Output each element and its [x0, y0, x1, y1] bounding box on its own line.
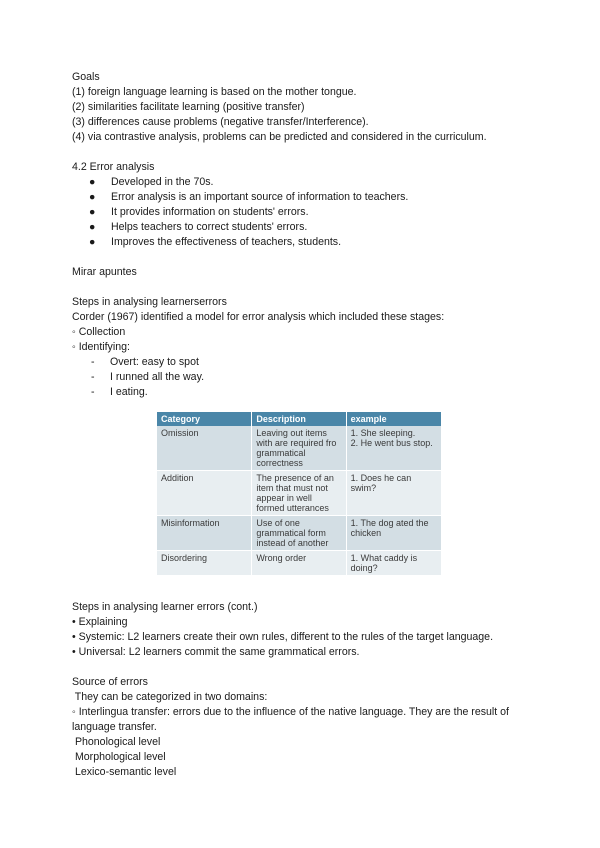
table-row [157, 516, 442, 551]
table-row [157, 551, 442, 576]
level-item: Morphological level [72, 751, 166, 763]
table-header: example [346, 412, 441, 426]
table-cell: 1. She sleeping. 2. He went bus stop. [346, 426, 441, 471]
spacer [72, 250, 532, 265]
table-header: Category [157, 412, 252, 426]
error-category-table [157, 412, 442, 576]
stage-item: ◦ Collection [72, 326, 126, 338]
list-item: ● Developed in the 70s. [89, 176, 214, 188]
table-cell: Use of one grammatical form instead of another [252, 516, 346, 551]
table-cell: Leaving out items with are required fro grammatical correctness [252, 426, 346, 471]
table-cell: 1. Does he can swim? [346, 471, 441, 516]
interlingua-text: ◦ Interlingua transfer: errors due to the influence of the native language. They are the result of language transfer. [72, 706, 509, 733]
table-header-row [157, 412, 442, 426]
table-cell: Omission [157, 426, 252, 471]
bullet-icon: ● [89, 236, 96, 248]
table-cell: 1. The dog ated the chicken [346, 516, 441, 551]
goal-item: (4) via contrastive analysis, problems can be predicted and considered in the curriculum. [72, 131, 487, 143]
bullet-icon: ● [89, 191, 96, 203]
list-item: - I eating. [91, 386, 148, 398]
note-text: Mirar apuntes [72, 266, 137, 278]
table-cell: Disordering [157, 551, 252, 576]
table-row [157, 471, 442, 516]
level-item: Phonological level [72, 736, 161, 748]
level-item: Lexico-semantic level [72, 766, 177, 778]
table-cell: The presence of an item that must not appear in well formed utterances [252, 471, 346, 516]
stage-item: ◦ Identifying: [72, 341, 130, 353]
identifying-examples [72, 355, 532, 400]
document-page [72, 70, 532, 400]
document-page-lower [72, 600, 532, 780]
table-row [157, 426, 442, 471]
bullet-icon: ● [89, 176, 96, 188]
bullet-icon: ● [89, 221, 96, 233]
table-cell: Wrong order [252, 551, 346, 576]
goal-item: (2) similarities facilitate learning (positive transfer) [72, 101, 305, 113]
table-cell: Misinformation [157, 516, 252, 551]
list-item: ● It provides information on students' errors. [89, 206, 309, 218]
error-analysis-list [72, 175, 532, 250]
list-item: ● Improves the effectiveness of teachers, students. [89, 236, 342, 248]
goal-item: (3) differences cause problems (negative transfer/Interference). [72, 116, 369, 128]
dash-icon: - [91, 356, 95, 368]
sources-intro: They can be categorized in two domains: [72, 691, 268, 703]
steps-intro: Corder (1967) identified a model for error analysis which included these stages: [72, 311, 445, 323]
list-item: - I runned all the way. [91, 371, 205, 383]
spacer [72, 145, 532, 160]
goal-item: (1) foreign language learning is based on the mother tongue. [72, 86, 357, 98]
error-analysis-heading: 4.2 Error analysis [72, 161, 155, 173]
dash-icon: - [91, 386, 95, 398]
steps-cont-heading: Steps in analysing learner errors (cont.) [72, 601, 258, 613]
spacer [72, 280, 532, 295]
dash-icon: - [91, 371, 95, 383]
list-item: ● Error analysis is an important source of information to teachers. [89, 191, 409, 203]
spacer [72, 660, 532, 675]
list-item: - Overt: easy to spot [91, 356, 199, 368]
steps-heading: Steps in analysing learnerserrors [72, 296, 227, 308]
table-cell: 1. What caddy is doing? [346, 551, 441, 576]
table-header: Description [252, 412, 346, 426]
goals-heading: Goals [72, 71, 100, 83]
list-item: • Systemic: L2 learners create their own rules, different to the rules of the target language. [72, 631, 494, 643]
list-item: • Explaining [72, 616, 128, 628]
table-cell: Addition [157, 471, 252, 516]
list-item: ● Helps teachers to correct students' errors. [89, 221, 308, 233]
list-item: • Universal: L2 learners commit the same grammatical errors. [72, 646, 360, 658]
bullet-icon: ● [89, 206, 96, 218]
sources-heading: Source of errors [72, 676, 148, 688]
